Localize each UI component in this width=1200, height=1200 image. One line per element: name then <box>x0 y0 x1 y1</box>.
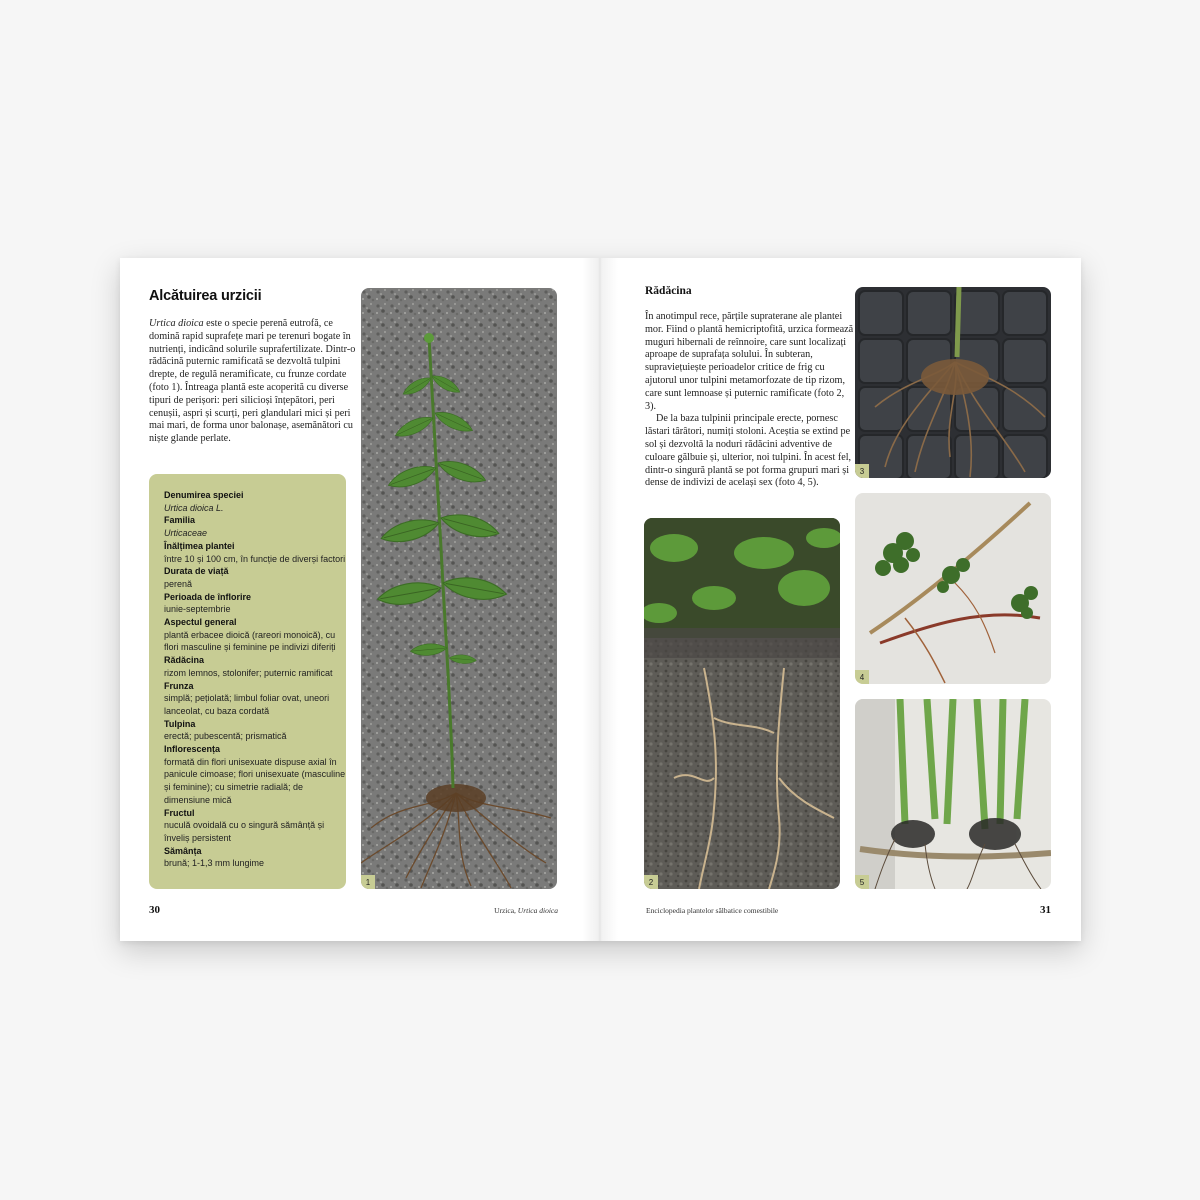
right-page <box>600 258 1081 941</box>
stems-image <box>855 699 1051 889</box>
factbox-value: perenă <box>164 578 193 589</box>
factbox-value: Urtica dioica L. <box>164 502 224 513</box>
section-heading: Rădăcina <box>645 285 692 297</box>
page-number: 30 <box>149 904 160 916</box>
paragraph: În anotimpul rece, părțile supraterane ale plantei mor. Fiind o plantă hemicriptofită, urzica formează muguri hibernali de reînnoire, care sunt localizați aproape de suprafața solului. În subteran, supraviețuiește perioadelor critice de frig cu ajutorul unor tulpini metamorfozate de tip rizom, care sunt lemnoase și puternic ramificate (foto 2, 3). <box>645 311 854 412</box>
factbox-label: Durata de viață <box>164 566 229 577</box>
factbox-value: erectă; pubescentă; prismatică <box>164 731 287 742</box>
intro-paragraph <box>149 318 361 446</box>
stolons-image <box>855 493 1051 684</box>
photo-4-stolons <box>855 493 1051 684</box>
root-description <box>645 311 857 490</box>
factbox-value: brună; 1-1,3 mm lungime <box>164 858 265 869</box>
photo-number: 3 <box>855 464 869 478</box>
factbox-value: rizom lemnos, stolonifer; puternic ramificat <box>164 667 333 678</box>
running-head-species: Urtica dioica <box>517 906 558 915</box>
running-head: Enciclopedia plantelor sălbatice comestibile <box>646 906 779 915</box>
factbox-label: Perioada de înflorire <box>164 591 252 602</box>
factbox-label: Inflorescența <box>164 744 221 755</box>
photo-number: 4 <box>855 670 869 684</box>
photo-5-stems <box>855 699 1051 889</box>
paragraph: De la baza tulpinii principale erecte, pornesc lăstari târâtori, numiți stoloni. Aceștia se extind pe sol și dezvoltă la noduri rădăcini adventive de culoare gălbuie și, ulterior, noi tulpini. În acest fel, dintr-o singură plantă se pot forma grupuri mari și dense de indivizi de același sex (foto 4, 5). <box>645 413 852 489</box>
photo-number: 5 <box>855 875 869 889</box>
running-head-text: Urzica, <box>494 906 518 915</box>
factbox-label: Familia <box>164 515 196 526</box>
photo-number: 2 <box>644 875 658 889</box>
soil-profile-image <box>644 518 840 889</box>
factbox-label: Denumirea speciei <box>164 490 244 500</box>
left-page <box>120 258 600 941</box>
book-spread <box>120 258 1081 941</box>
running-head <box>494 906 558 915</box>
factbox-value: formată din flori unisexuate dispuse axial în panicule cimoase; flori unisexuate (masculine și feminine); cu simetrie radială; de dimensiune mică <box>164 756 346 805</box>
factbox-label: Tulpina <box>164 718 196 729</box>
factbox-label: Sămânța <box>164 845 202 856</box>
section-heading: Alcătuirea urzicii <box>149 288 262 304</box>
photo-number: 1 <box>361 875 375 889</box>
page-number: 31 <box>1040 904 1051 916</box>
photo-2-soil-profile <box>644 518 840 889</box>
factbox-label: Rădăcina <box>164 655 205 666</box>
factbox-label: Frunza <box>164 680 194 691</box>
species-name: Urtica dioica <box>149 318 204 329</box>
factbox-value: nuculă ovoidală cu o singură sămânță și înveliș persistent <box>164 820 325 843</box>
photo-1-whole-plant <box>361 288 557 889</box>
factbox-label: Aspectul general <box>164 617 237 628</box>
factbox-value: plantă erbacee dioică (rareori monoică), cu flori masculine și feminine pe indivizi diferiți <box>164 629 336 653</box>
photo-3-rhizome <box>855 287 1051 478</box>
factbox-value: între 10 și 100 cm, în funcție de diverși factori <box>164 553 346 564</box>
factbox-value: iunie-septembrie <box>164 604 231 615</box>
nettle-plant-image <box>361 288 557 889</box>
factbox-value: Urticaceae <box>164 528 208 539</box>
rhizome-image <box>855 287 1051 478</box>
species-factbox <box>149 474 346 889</box>
intro-text: este o specie perenă eutrofă, ce domină rapid suprafețe mari pe terenuri bogate în nutrienți, indicând solurile suprafertilizate. Dintr-o rădăcină puternic ramificată se dezvoltă tulpini drepte, de regulă neramificate, cu frunze cordate (foto 1). Întreaga plantă este acoperită cu diverse tipuri de perișori: peri silicioși înțepători, peri cenușii, aspri și scurți, peri glandulari mici și peri mai mari, de forma unor balonașe, asemănători cu niște glande perlate. <box>149 318 356 445</box>
factbox-label: Fructul <box>164 807 195 818</box>
factbox-value: simplă; pețiolată; limbul foliar ovat, uneori lanceolat, cu baza cordată <box>164 693 330 716</box>
factbox-label: Înălțimea plantei <box>164 540 235 551</box>
